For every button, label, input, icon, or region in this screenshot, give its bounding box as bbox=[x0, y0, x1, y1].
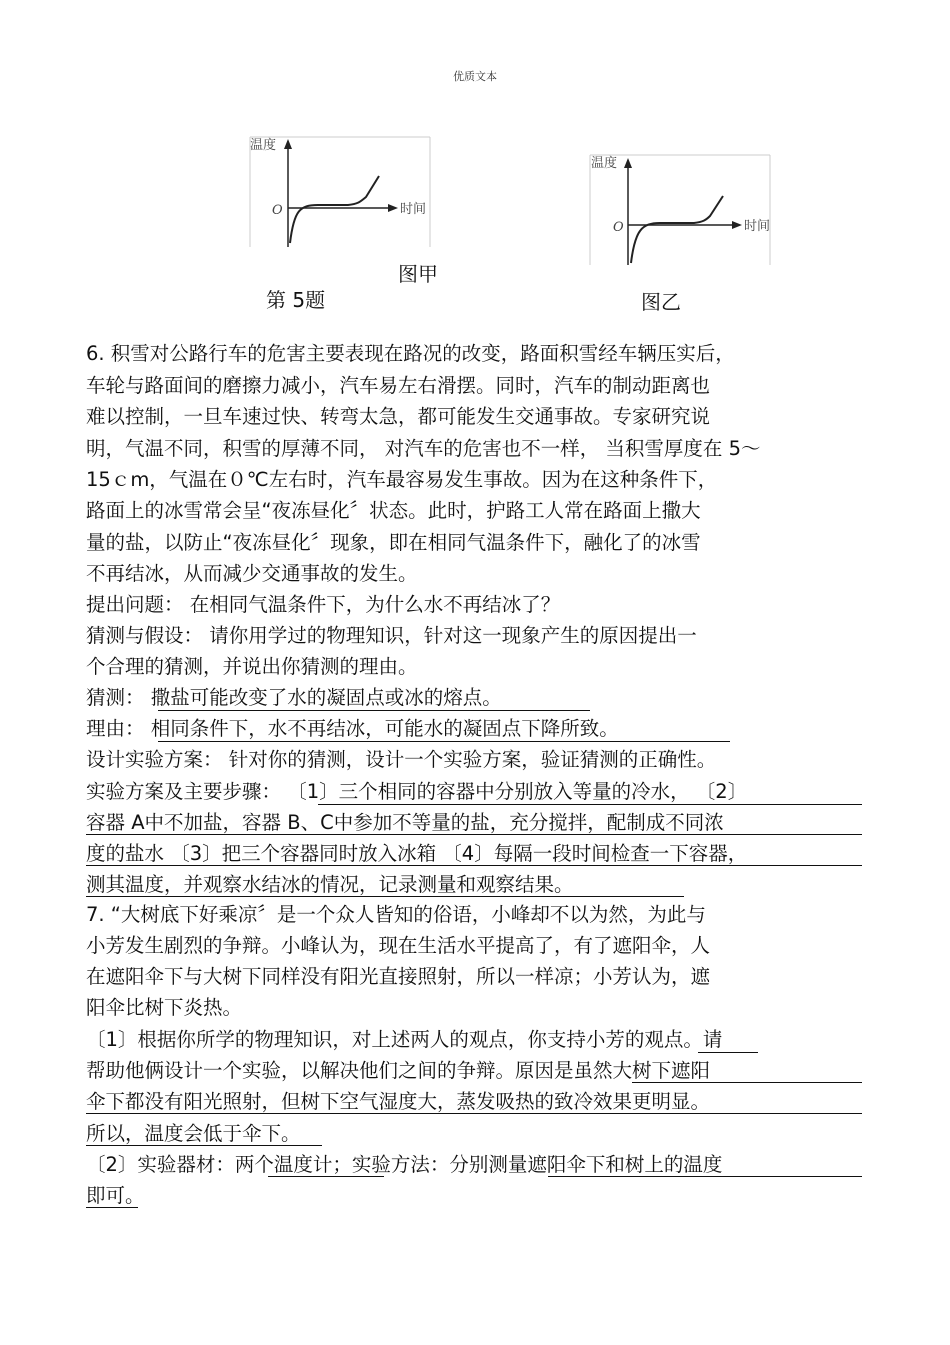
text-line: 猜测与假设： 请你用学过的物理知识，针对这一现象产生的原因提出一 bbox=[86, 624, 697, 647]
text-line: 提出问题： 在相同气温条件下，为什么水不再结冰了？ bbox=[86, 593, 561, 616]
text-line: 6. 积雪对公路行车的危害主要表现在路况的改变，路面积雪经车辆压实后， bbox=[86, 342, 735, 365]
figure-b-xlabel: 时间 bbox=[744, 219, 771, 234]
answer-underline bbox=[548, 1176, 862, 1177]
figure-a-ylabel: 温度 bbox=[250, 138, 277, 153]
figure-a-caption: 图甲 bbox=[398, 262, 438, 286]
answer-underline bbox=[698, 1052, 758, 1053]
text-line: 阳伞比树下炎热。 bbox=[86, 996, 243, 1019]
answer-7-2: 〔2〕实验器材：两个温度计；实验方法：分别测量遮阳伞下和树上的温度 bbox=[86, 1153, 723, 1176]
answer-underline bbox=[632, 1082, 862, 1083]
answer-steps: 测其温度，并观察水结冰的情况，记录测量和观察结果。 bbox=[86, 873, 574, 896]
answer-underline bbox=[158, 710, 590, 711]
answer-underline bbox=[158, 741, 730, 742]
answer-7-1: 伞下都没有阳光照射，但树下空气湿度大，蒸发吸热的致冷效果更明显。 bbox=[86, 1090, 711, 1113]
answer-7-1: 所以，温度会低于伞下。 bbox=[86, 1122, 301, 1145]
answer-underline bbox=[86, 834, 862, 835]
answer-steps: 度的盐水 〔3〕把三个容器同时放入冰箱 〔4〕每隔一段时间检查一下容器， bbox=[86, 842, 748, 865]
text-line: 15ｃm，气温在０℃左右时，汽车最容易发生事故。因为在这种条件下， bbox=[86, 468, 718, 491]
text-line: 不再结冰，从而减少交通事故的发生。 bbox=[86, 562, 418, 585]
answer-steps: 容器 A中不加盐，容器 B、C中参加不等量的盐，充分搅拌，配制成不同浓 bbox=[86, 811, 724, 834]
answer-7-1: 帮助他俩设计一个实验，以解决他们之间的争辩。原因是虽然大树下遮阳 bbox=[86, 1059, 711, 1082]
figure-a-origin: O bbox=[272, 203, 283, 218]
text-line: 路面上的冰雪常会呈“夜冻昼化〞状态。此时，护路工人常在路面上撒大 bbox=[86, 499, 701, 522]
text-line: 个合理的猜测，并说出你猜测的理由。 bbox=[86, 655, 418, 678]
page-header: 优质文本 bbox=[453, 70, 497, 83]
text-line: 难以控制，一旦车速过快、转弯太急，都可能发生交通事故。专家研究说 bbox=[86, 405, 711, 428]
figure-a-xlabel: 时间 bbox=[400, 202, 427, 217]
figure-a-graph bbox=[248, 135, 433, 250]
answer-underline bbox=[318, 804, 862, 805]
text-line: 小芳发生剧烈的争辩。小峰认为，现在生活水平提高了，有了遮阳伞，人 bbox=[86, 934, 711, 957]
answer-guess: 猜测： 撒盐可能改变了水的凝固点或冰的熔点。 bbox=[86, 686, 502, 709]
figure-b-origin: O bbox=[613, 220, 624, 235]
answer-underline bbox=[268, 1176, 384, 1177]
answer-underline bbox=[86, 896, 684, 897]
answer-underline bbox=[86, 1145, 322, 1146]
figure-b-ylabel: 温度 bbox=[591, 156, 618, 171]
answer-7-1: 〔1〕根据你所学的物理知识，对上述两人的观点，你支持小芳的观点。请 bbox=[86, 1028, 723, 1051]
text-line: 量的盐，以防止“夜冻昼化〞现象，即在相同气温条件下，融化了的冰雪 bbox=[86, 531, 701, 554]
answer-7-2: 即可。 bbox=[86, 1184, 145, 1207]
text-line: 明，气温不同，积雪的厚薄不同， 对汽车的危害也不一样， 当积雪厚度在 5～ bbox=[86, 437, 761, 460]
answer-reason: 理由： 相同条件下，水不再结冰，可能水的凝固点下降所致。 bbox=[86, 717, 619, 740]
figure-b-graph bbox=[588, 153, 778, 268]
answer-underline bbox=[86, 865, 862, 866]
text-line: 设计实验方案： 针对你的猜测，设计一个实验方案，验证猜测的正确性。 bbox=[86, 748, 717, 771]
answer-underline bbox=[86, 1207, 138, 1208]
text-line: 在遮阳伞下与大树下同样没有阳光直接照射，所以一样凉；小芳认为，遮 bbox=[86, 965, 711, 988]
answer-underline bbox=[86, 1113, 862, 1114]
text-line: 7. “大树底下好乘凉〞是一个众人皆知的俗语，小峰却不以为然，为此与 bbox=[86, 903, 706, 926]
answer-steps: 实验方案及主要步骤： 〔1〕三个相同的容器中分别放入等量的冷水， 〔2〕 bbox=[86, 780, 748, 803]
figure-b-caption: 图乙 bbox=[641, 290, 681, 314]
question-5-label: 第 5题 bbox=[266, 288, 326, 312]
text-line: 车轮与路面间的磨擦力减小，汽车易左右滑摆。同时，汽车的制动距离也 bbox=[86, 374, 711, 397]
